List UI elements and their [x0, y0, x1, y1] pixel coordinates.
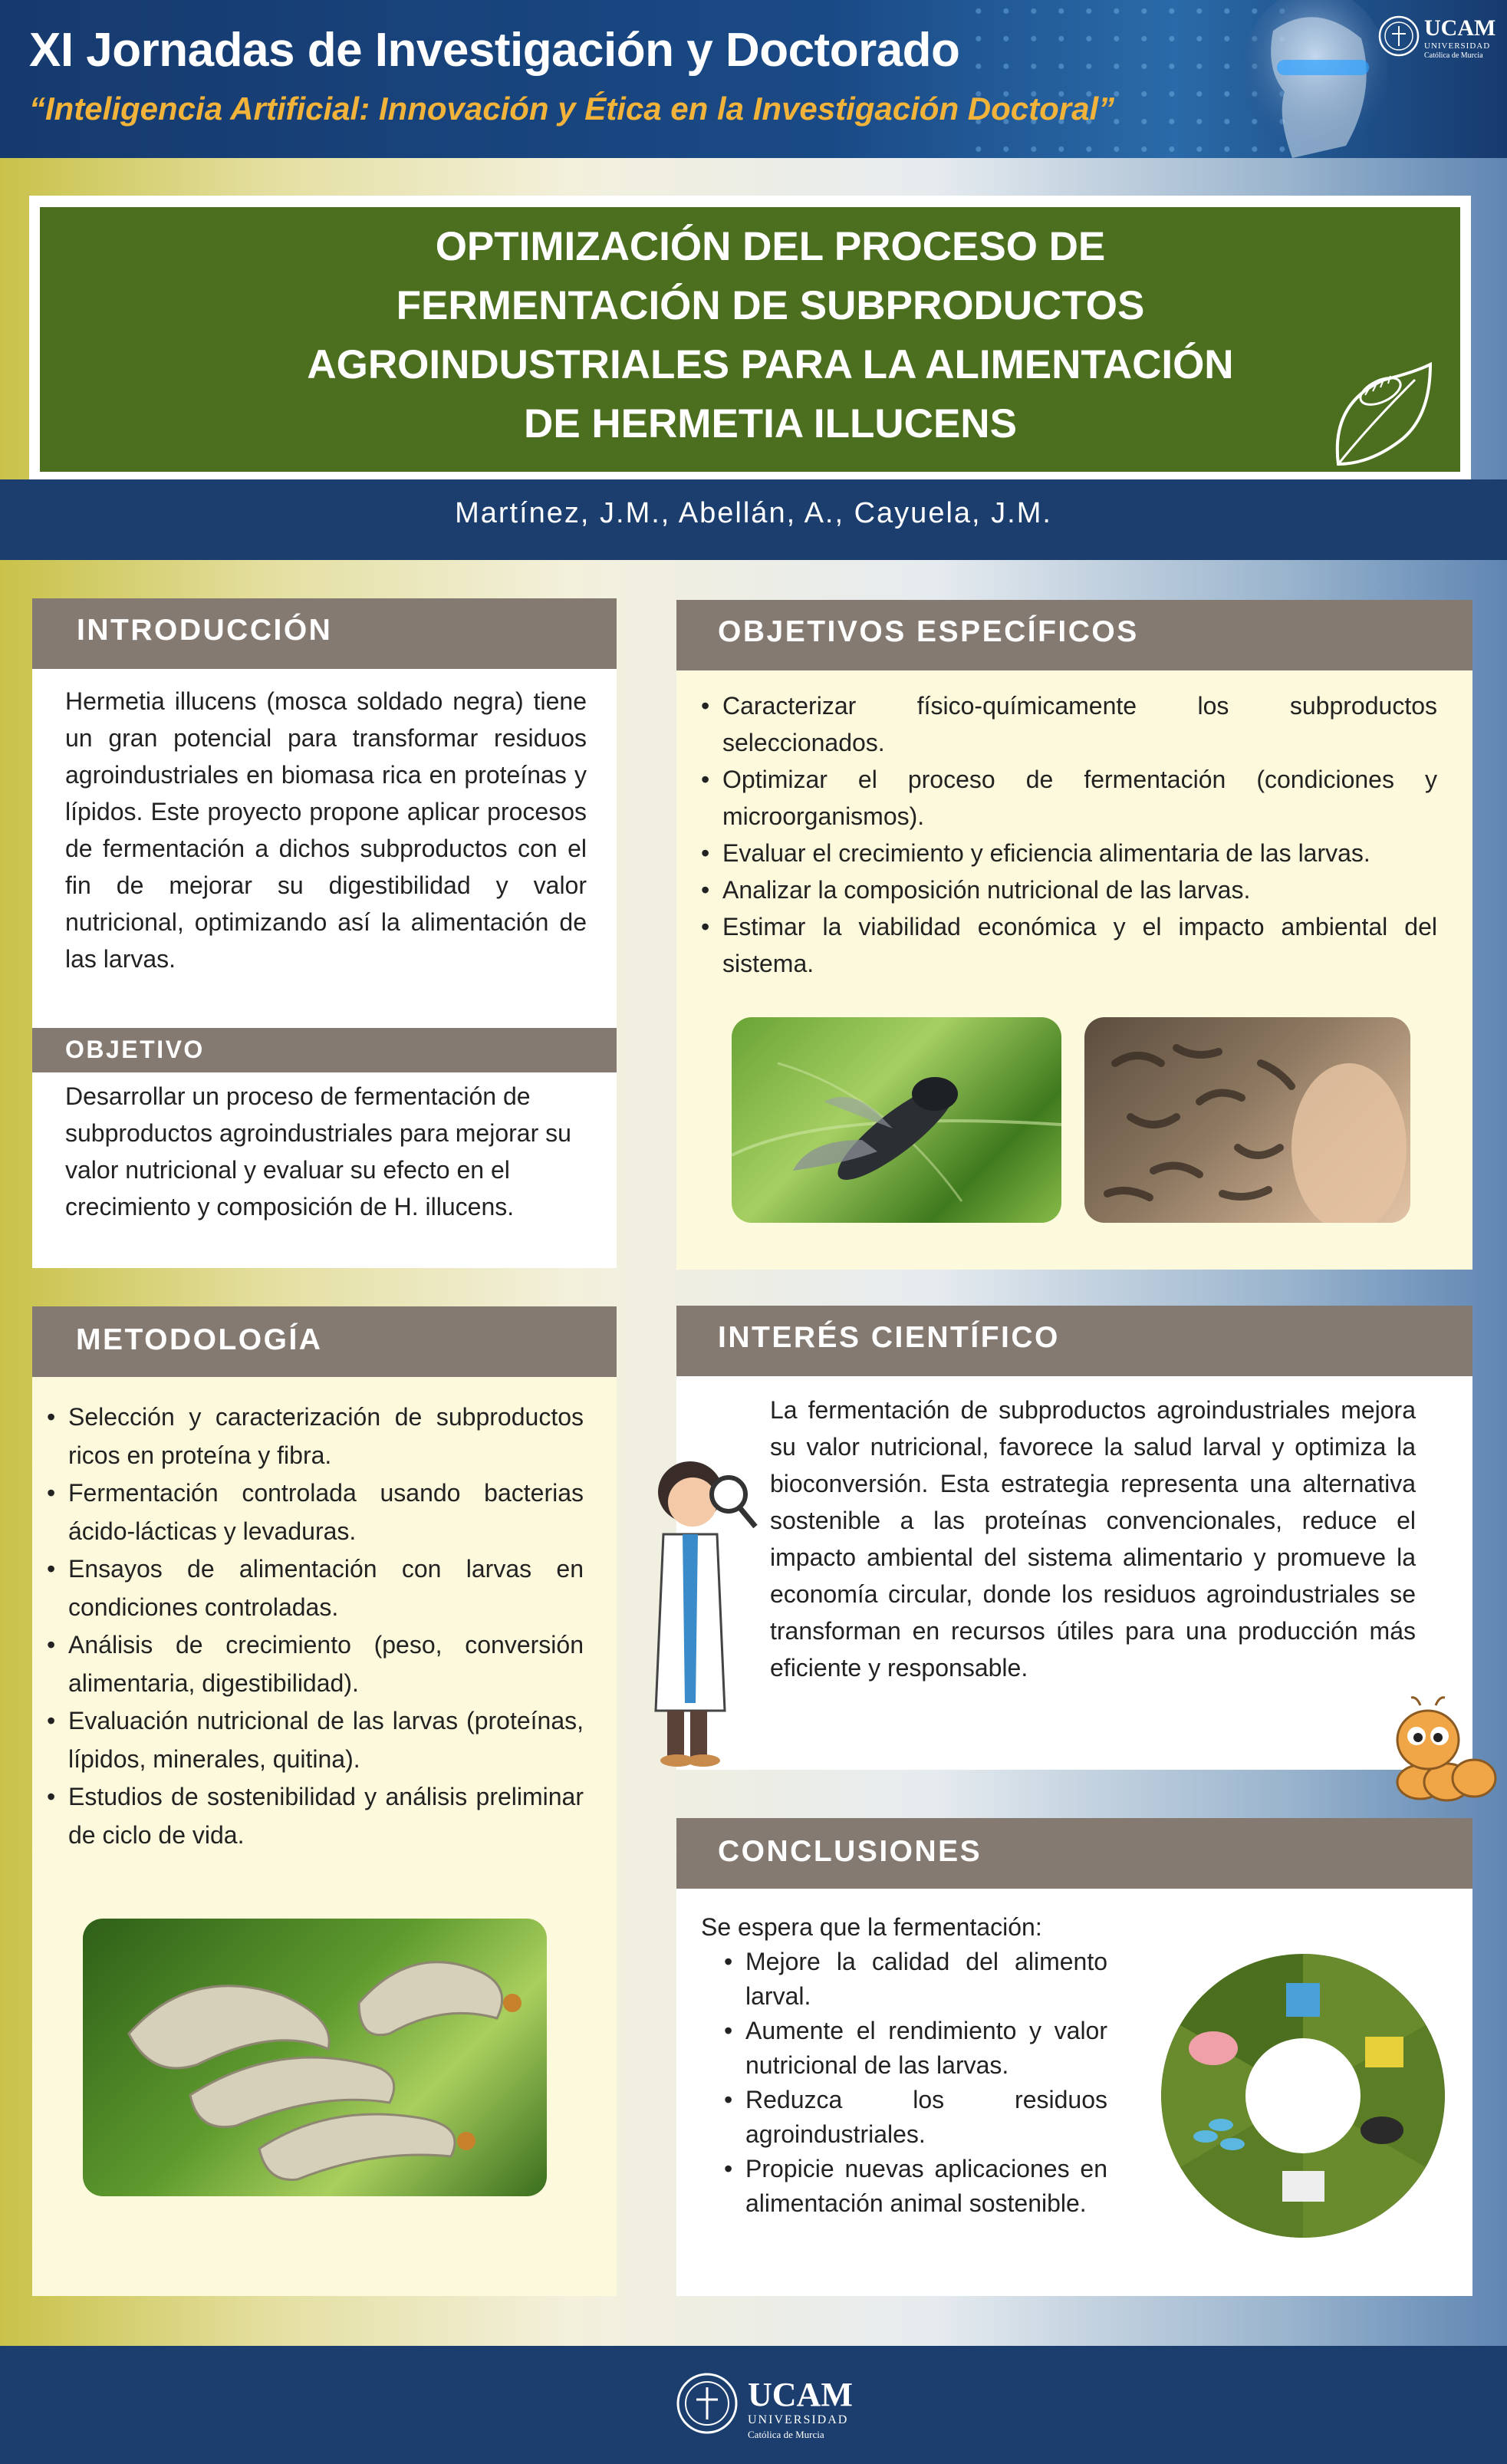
title-line: AGROINDUSTRIALES PARA LA ALIMENTACIÓN: [307, 342, 1234, 387]
metodologia-list: [47, 1398, 584, 1854]
title-line: OPTIMIZACIÓN DEL PROCESO DE: [435, 224, 1106, 269]
scientist-illustration: [640, 1450, 763, 1776]
objetivos-list: [701, 687, 1437, 982]
waste-bin-icon: [1286, 1983, 1320, 2017]
list-item: • Caracterizar físico-químicamente los subproductos seleccionados.: [701, 687, 1437, 761]
event-subtitle: “Inteligencia Artificial: Innovación y Ética en la Investigación Doctoral”: [29, 91, 1115, 127]
metodologia-panel: [32, 1306, 617, 2296]
objetivos-heading: OBJETIVOS ESPECÍFICOS: [676, 600, 1472, 670]
ai-face-illustration: [1200, 0, 1392, 158]
metodologia-heading: METODOLOGÍA: [32, 1306, 617, 1377]
conclusiones-heading: CONCLUSIONES: [676, 1818, 1472, 1889]
ucam-seal-icon: [1378, 12, 1420, 60]
list-item: • Aumente el rendimiento y valor nutricional de las larvas.: [724, 2014, 1107, 2083]
grubs-icon: [83, 1919, 547, 2196]
fermenter-icon: [1365, 2037, 1403, 2067]
grubs-photo: [83, 1919, 547, 2196]
list-item: • Optimizar el proceso de fermentación (condiciones y microorganismos).: [701, 761, 1437, 835]
objetivos-panel: [676, 600, 1472, 1270]
larvae-hand-photo: [1084, 1017, 1410, 1223]
list-item: • Análisis de crecimiento (peso, conversión alimentaria, digestibilidad).: [47, 1626, 584, 1702]
list-item: • Mejore la calidad del alimento larval.: [724, 1945, 1107, 2014]
ucam-seal-icon: [675, 2367, 739, 2439]
list-item: • Reduzca los residuos agroindustriales.: [724, 2083, 1107, 2152]
ucam-logo: UCAM UNIVERSIDAD Católica de Murcia: [1378, 9, 1493, 63]
conclusiones-list: [724, 1945, 1107, 2221]
interes-panel: [676, 1306, 1472, 1770]
interes-heading: INTERÉS CIENTÍFICO: [676, 1306, 1472, 1376]
larvae-tray-icon: [1282, 2171, 1324, 2202]
leaf-larva-icon: [1323, 349, 1438, 472]
list-item: • Ensayos de alimentación con larvas en condiciones controladas.: [47, 1550, 584, 1626]
fly-icon: [1361, 2116, 1403, 2144]
larva-mascot-icon: [1390, 1694, 1505, 1809]
poster-title: [40, 217, 1501, 453]
introduccion-heading: INTRODUCCIÓN: [32, 598, 617, 669]
conclusiones-intro: Se espera que la fermentación:: [701, 1913, 1042, 1941]
list-item: • Selección y caracterización de subproductos ricos en proteína y fibra.: [47, 1398, 584, 1474]
introduccion-text: Hermetia illucens (mosca soldado negra) tiene un gran potencial para transformar residuos agroindustriales en biomasa rica en proteínas y lípidos. Este proyecto propone aplicar procesos de fermentación a dichos subproductos con el fin de mejorar su digestibilidad y valor nutricional, optimizando así la alimentación de las larvas.: [65, 687, 587, 973]
list-item: • Evaluar el crecimiento y eficiencia alimentaria de las larvas.: [701, 835, 1437, 871]
objetivo-text: Desarrollar un proceso de fermentación de subproductos agroindustriales para mejorar su valor nutricional y evaluar su efecto en el crecimiento y composición de H. illucens.: [65, 1082, 571, 1220]
list-item: • Estimar la viabilidad económica y el impacto ambiental del sistema.: [701, 908, 1437, 982]
objetivo-heading: OBJETIVO: [32, 1028, 617, 1072]
list-item: • Propicie nuevas aplicaciones en alimentación animal sostenible.: [724, 2152, 1107, 2221]
interes-text: La fermentación de subproductos agroindustriales mejora su valor nutricional, favorece la salud larval y optimiza la bioconversión. Esta estrategia representa una alternativa sostenible a las proteínas convencionales, reduce el impacto ambiental del sistema alimentario y promueve la economía circular, donde los residuos agroindustriales se transforman en recursos útiles para una producción más eficiente y responsable.: [770, 1396, 1416, 1682]
pig-icon: [1189, 2031, 1238, 2065]
fly-photo: [732, 1017, 1061, 1223]
introduccion-panel: [32, 598, 617, 1268]
list-item: • Evaluación nutricional de las larvas (proteínas, lípidos, minerales, quitina).: [47, 1702, 584, 1778]
conclusiones-panel: [676, 1818, 1472, 2296]
title-line: DE HERMETIA ILLUCENS: [524, 401, 1017, 446]
circular-economy-diagram: [1160, 1952, 1447, 2240]
footer-ucam-logo: UCAM UNIVERSIDAD Católica de Murcia: [667, 2364, 867, 2446]
event-title: XI Jornadas de Investigación y Doctorado: [29, 24, 960, 77]
fly-icon: [732, 1017, 1061, 1223]
authors: Martínez, J.M., Abellán, A., Cayuela, J.M.: [455, 497, 1052, 529]
title-line: FERMENTACIÓN DE SUBPRODUCTOS: [396, 283, 1145, 328]
list-item: • Fermentación controlada usando bacterias ácido-lácticas y levaduras.: [47, 1474, 584, 1550]
list-item: • Estudios de sostenibilidad y análisis preliminar de ciclo de vida.: [47, 1778, 584, 1854]
larvae-pile-icon: [1084, 1017, 1410, 1223]
list-item: • Analizar la composición nutricional de las larvas.: [701, 871, 1437, 908]
